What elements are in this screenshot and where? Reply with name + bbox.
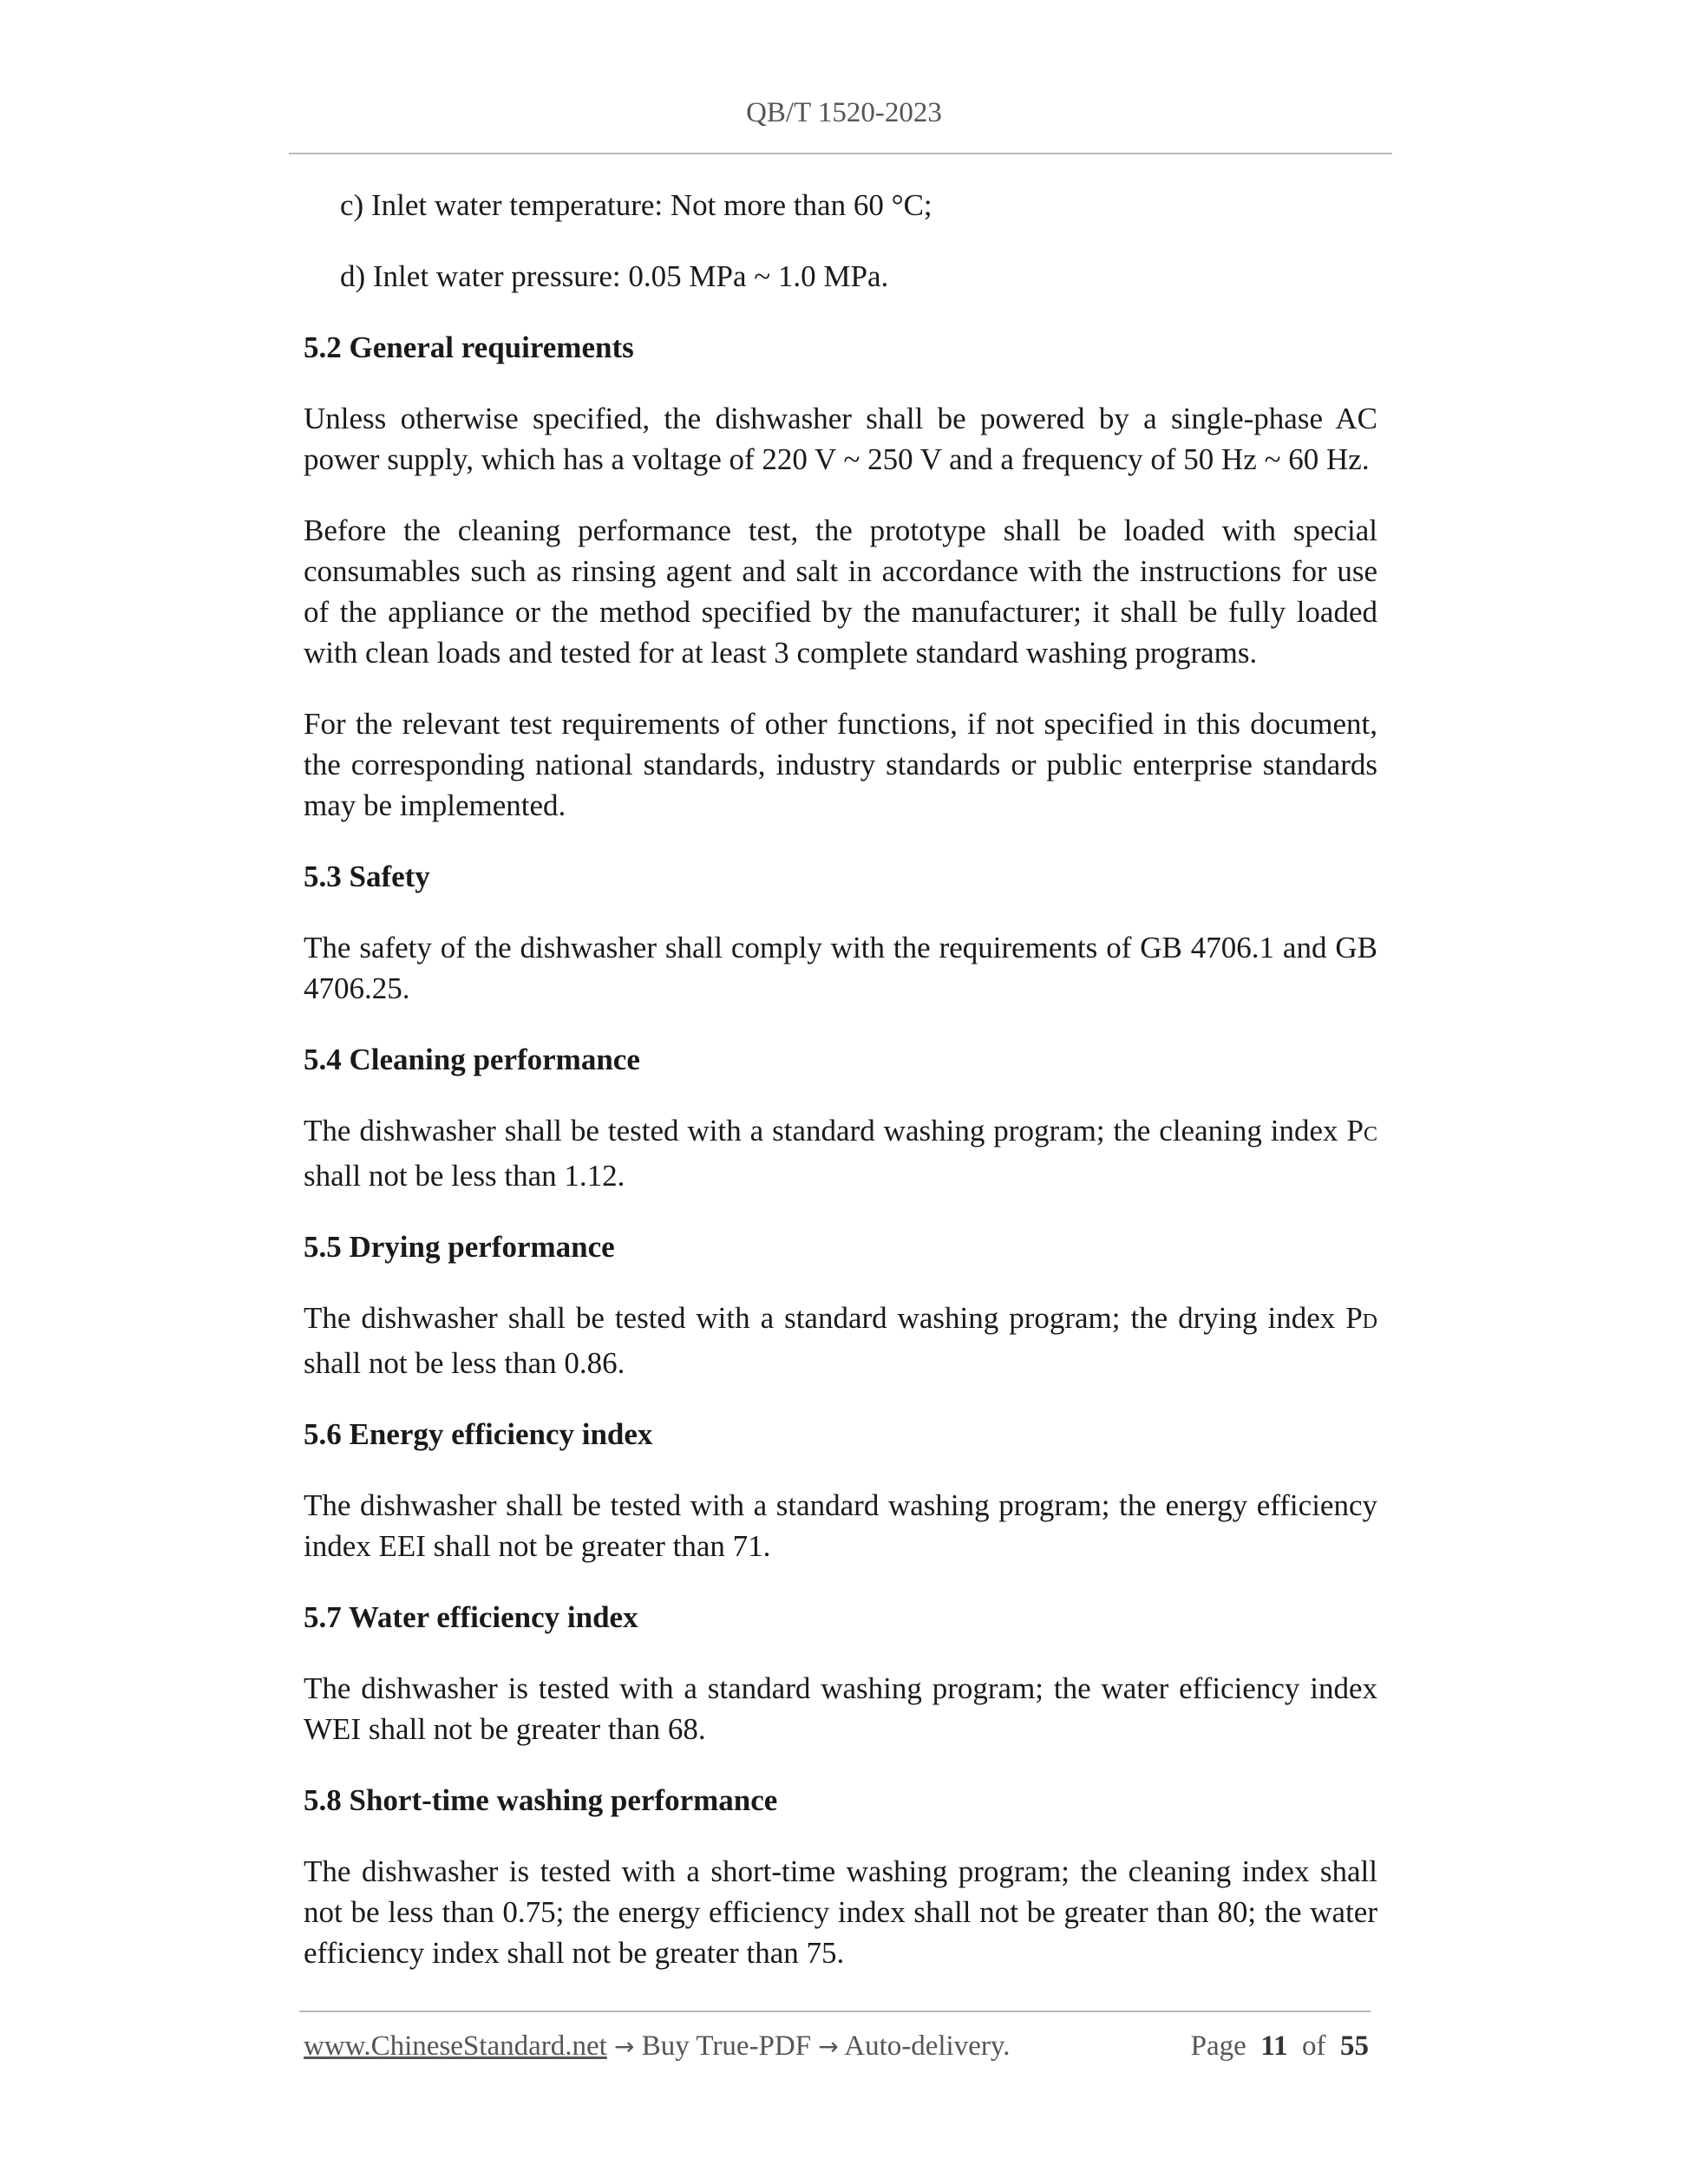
page-body bbox=[304, 185, 1377, 2004]
page-header bbox=[0, 97, 1688, 129]
total-pages-number: 55 bbox=[1340, 2030, 1369, 2062]
footer-promo bbox=[304, 2030, 1010, 2063]
drying-index-subscript: D bbox=[1362, 1311, 1377, 1333]
section-heading-energy-efficiency: 5.6 Energy efficiency index bbox=[304, 1417, 653, 1451]
cleaning-text-end: shall not be less than 1.12. bbox=[304, 1159, 625, 1193]
paragraph-water-efficiency: The dishwasher is tested with a standard washing program; the water efficiency index WEI shall not be greater than 68. bbox=[304, 1671, 1377, 1746]
arrow-right-icon: → bbox=[818, 2032, 839, 2061]
current-page-number: 11 bbox=[1260, 2030, 1288, 2062]
list-item-inlet-pressure: d) Inlet water pressure: 0.05 MPa ~ 1.0 MPa. bbox=[340, 259, 889, 293]
cleaning-index-subscript: C bbox=[1363, 1123, 1377, 1146]
of-label: of bbox=[1302, 2030, 1326, 2062]
paragraph-drying-performance bbox=[304, 1298, 1377, 1383]
section-heading-water-efficiency: 5.7 Water efficiency index bbox=[304, 1600, 638, 1634]
section-heading-general-requirements: 5.2 General requirements bbox=[304, 330, 634, 364]
section-heading-safety: 5.3 Safety bbox=[304, 860, 430, 893]
paragraph-power-supply: Unless otherwise specified, the dishwasher shall be powered by a single-phase AC power supply, which has a voltage of 220 V ~ 250 V and a frequency of 50 Hz ~ 60 Hz. bbox=[304, 402, 1377, 476]
list-item-inlet-temperature: c) Inlet water temperature: Not more than 60 °C; bbox=[340, 188, 932, 222]
paragraph-short-time-washing: The dishwasher is tested with a short-time washing program; the cleaning index shall not be less than 0.75; the energy efficiency index shall not be greater than 80; the water efficiency index shall not be greater than 75. bbox=[304, 1854, 1377, 1970]
arrow-right-icon: → bbox=[614, 2032, 635, 2061]
page-indicator bbox=[1191, 2030, 1369, 2063]
drying-text-end: shall not be less than 0.86. bbox=[304, 1346, 625, 1380]
section-heading-drying-performance: 5.5 Drying performance bbox=[304, 1230, 615, 1264]
paragraph-other-functions: For the relevant test requirements of other functions, if not specified in this document, the corresponding national standards, industry standards or public enterprise standards may be implemented. bbox=[304, 707, 1377, 822]
website-link[interactable]: www.ChineseStandard.net bbox=[304, 2030, 607, 2062]
paragraph-cleaning-performance bbox=[304, 1110, 1377, 1196]
paragraph-test-preparation: Before the cleaning performance test, the prototype shall be loaded with special consumables such as rinsing agent and salt in accordance with the instructions for use of the appliance or the method specified by the manufacturer; it shall be fully loaded with clean loads and tested for at least 3 complete standard washing programs. bbox=[304, 513, 1377, 670]
cleaning-text-start: The dishwasher shall be tested with a standard washing program; the cleaning index P bbox=[304, 1114, 1364, 1148]
paragraph-energy-efficiency: The dishwasher shall be tested with a standard washing program; the energy efficiency index EEI shall not be greater than 71. bbox=[304, 1488, 1377, 1563]
page-label: Page bbox=[1190, 2030, 1246, 2062]
auto-delivery-text: Auto-delivery. bbox=[838, 2030, 1011, 2062]
footer-divider bbox=[299, 2011, 1371, 2012]
section-heading-cleaning-performance: 5.4 Cleaning performance bbox=[304, 1043, 640, 1076]
document-code: QB/T 1520-2023 bbox=[746, 97, 942, 128]
header-divider bbox=[289, 153, 1392, 154]
drying-text-start: The dishwasher shall be tested with a standard washing program; the drying index P bbox=[304, 1301, 1363, 1335]
buy-pdf-text: Buy True-PDF bbox=[634, 2030, 819, 2062]
paragraph-safety: The safety of the dishwasher shall comply with the requirements of GB 4706.1 and GB 4706.25. bbox=[304, 931, 1377, 1005]
section-heading-short-time-washing: 5.8 Short-time washing performance bbox=[304, 1783, 778, 1817]
